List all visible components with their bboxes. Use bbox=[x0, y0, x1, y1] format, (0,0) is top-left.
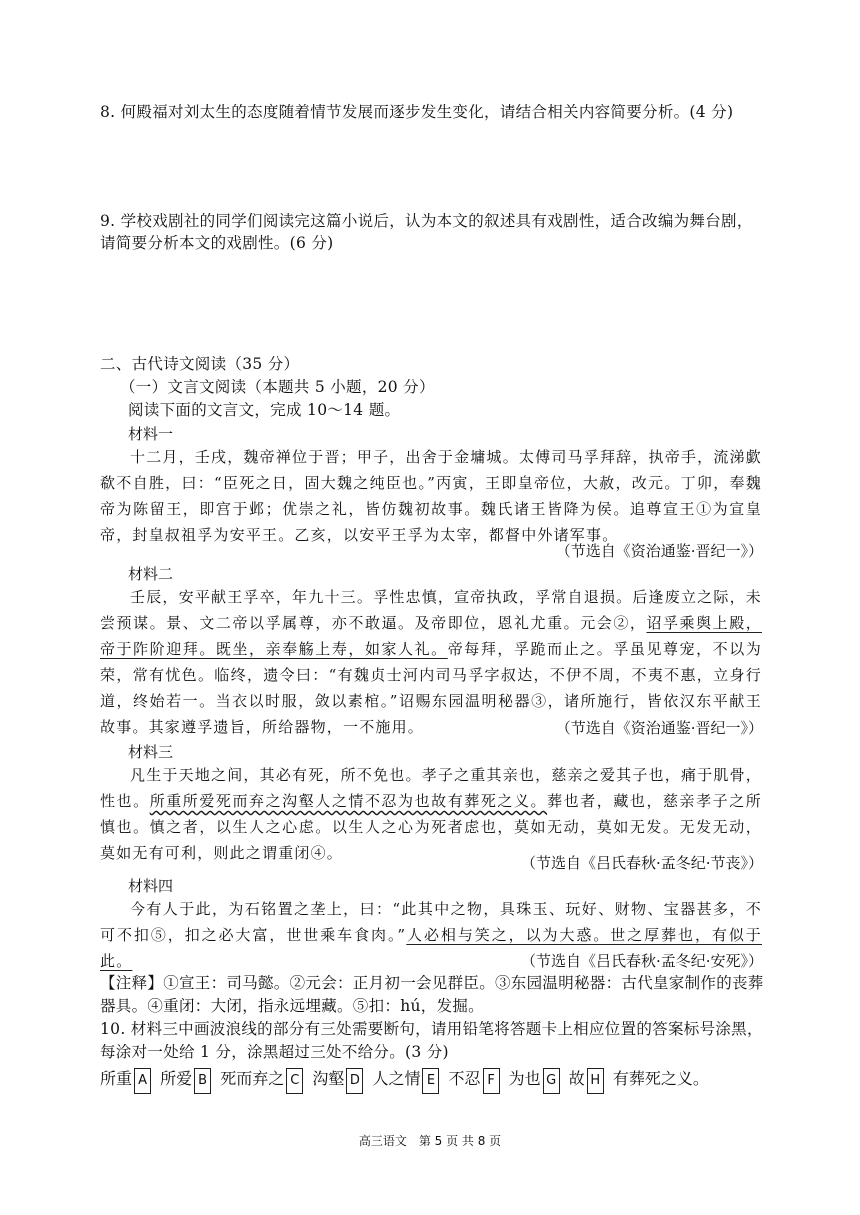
segment-1: 所重 bbox=[100, 1069, 133, 1088]
option-box-e[interactable]: E bbox=[422, 1068, 439, 1094]
section-heading: 二、古代诗文阅读（35 分） bbox=[100, 355, 300, 373]
segment-4: 沟壑 bbox=[312, 1069, 345, 1088]
material-4-underlined: 人必相与笑之，以为大惑。世之厚葬也，有似于此。 bbox=[100, 926, 762, 970]
annotations: 【注释】①宣王：司马懿。②元会：正月初一会见群臣。③东园温明秘器：古代皇家制作的丧葬器具。④重闭：大闭，指永远埋藏。⑤扣：hú，发掘。 bbox=[100, 974, 764, 1015]
material-3-source: （节选自《吕氏春秋·孟冬纪·节丧》） bbox=[520, 854, 763, 872]
material-3-text bbox=[100, 762, 762, 866]
material-1-text bbox=[100, 444, 762, 548]
material-2-source: （节选自《资治通鉴·晋纪一》） bbox=[555, 719, 763, 737]
option-box-f[interactable]: F bbox=[483, 1068, 500, 1094]
material-1-source: （节选自《资治通鉴·晋纪一》） bbox=[555, 542, 763, 560]
segment-7: 为也 bbox=[508, 1069, 541, 1088]
segment-3: 死而弃之 bbox=[220, 1069, 285, 1088]
option-box-h[interactable]: H bbox=[587, 1068, 604, 1094]
material-2-text-b: 帝每拜，孚跪而止之。孚虽见尊宠，不以为荣，常有忧色。临终，遗令曰：“有魏贞士河内司马孚字叔达，不伊不周，不夷不惠，立身行道，终始若一。当衣以时服，敛以素棺。”诏赐东园温明秘器③，诸所施行，皆依汉东平献王故事。其家遵孚遗旨，所给器物，一不施用。 bbox=[100, 640, 762, 736]
sentence-break-options bbox=[100, 1066, 709, 1094]
material-4-label: 材料四 bbox=[128, 877, 174, 895]
material-3-wavy-line: 所重所爱死而弃之沟壑人之情不忍为也故有葬死之义。 bbox=[149, 792, 548, 810]
material-4-source: （节选自《吕氏春秋·孟冬纪·安死》） bbox=[520, 952, 763, 970]
material-4-text-a: 今有人于此，为石铭置之垄上，曰：“此其中之物，具珠玉、玩好、财物、宝器甚多，不可不扣⑤，扣之必大富，世世乘车食肉。” bbox=[100, 900, 762, 944]
material-2-underlined: 诏孚乘舆上殿，帝于阼阶迎拜。既坐，亲奉觞上寿，如家人礼。 bbox=[100, 614, 762, 658]
material-1-paragraph: 十二月，壬戌，魏帝禅位于晋；甲子，出舍于金墉城。太傅司马孚拜辞，执帝手，流涕歔欷不自胜，曰：“臣死之日，固大魏之纯臣也。”丙寅，王即皇帝位，大赦，改元。丁卯，奉魏帝为陈留王，即宫于邺；优崇之礼，皆仿魏初故事。魏氏诸王皆降为侯。追尊宣王①为宣皇帝，封皇叔祖孚为安平王。乙亥，以安平王孚为太宰，都督中外诸军事。 bbox=[100, 448, 762, 544]
reading-instruction: 阅读下面的文言文，完成 10～14 题。 bbox=[128, 401, 401, 419]
option-box-g[interactable]: G bbox=[543, 1068, 560, 1094]
segment-6: 不忍 bbox=[448, 1069, 481, 1088]
question-8: 8. 何殿福对刘太生的态度随着情节发展而逐步发生变化，请结合相关内容简要分析。(4 分) bbox=[100, 103, 734, 121]
material-2-label: 材料二 bbox=[128, 565, 174, 583]
page-footer: 高三语文 第 5 页 共 8 页 bbox=[358, 1134, 502, 1148]
question-9: 9. 学校戏剧社的同学们阅读完这篇小说后，认为本文的叙述具有戏剧性，适合改编为舞台剧，请简要分析本文的戏剧性。(6 分) bbox=[100, 212, 753, 252]
material-1-label: 材料一 bbox=[128, 425, 174, 443]
segment-5: 人之情 bbox=[372, 1069, 421, 1088]
material-3-label: 材料三 bbox=[128, 743, 174, 761]
material-2-text-a: 壬辰，安平献王孚卒，年九十三。孚性忠慎，宣帝执政，孚常自退损。后逢废立之际，未尝预谋。景、文二帝以孚属尊，亦不敢逼。及帝即位，恩礼尤重。元会②， bbox=[100, 588, 762, 632]
question-10: 10. 材料三中画波浪线的部分有三处需要断句，请用铅笔将答题卡上相应位置的答案标号涂黑，每涂对一处给 1 分，涂黑超过三处不给分。(3 分) bbox=[100, 1020, 763, 1061]
segment-2: 所爱 bbox=[160, 1069, 193, 1088]
subsection-heading: （一）文言文阅读（本题共 5 小题，20 分） bbox=[120, 378, 435, 396]
material-3-text-a: 凡生于天地之间，其必有死，所不免也。孝子之重其亲也，慈亲之爱其子也，痛于肌骨，性也。 bbox=[100, 766, 762, 810]
option-box-a[interactable]: A bbox=[134, 1068, 151, 1094]
material-3-text-b: 葬也者，藏也，慈亲孝子之所慎也。慎之者，以生人之心虑。以生人之心为死者虑也，莫如无动，莫如无发。无发无动，莫如无有可利，则此之谓重闭④。 bbox=[100, 792, 762, 862]
option-box-b[interactable]: B bbox=[194, 1068, 211, 1094]
option-box-d[interactable]: D bbox=[346, 1068, 363, 1094]
option-box-c[interactable]: C bbox=[286, 1068, 303, 1094]
segment-9: 有葬死之义。 bbox=[612, 1069, 709, 1088]
segment-8: 故 bbox=[568, 1069, 585, 1088]
